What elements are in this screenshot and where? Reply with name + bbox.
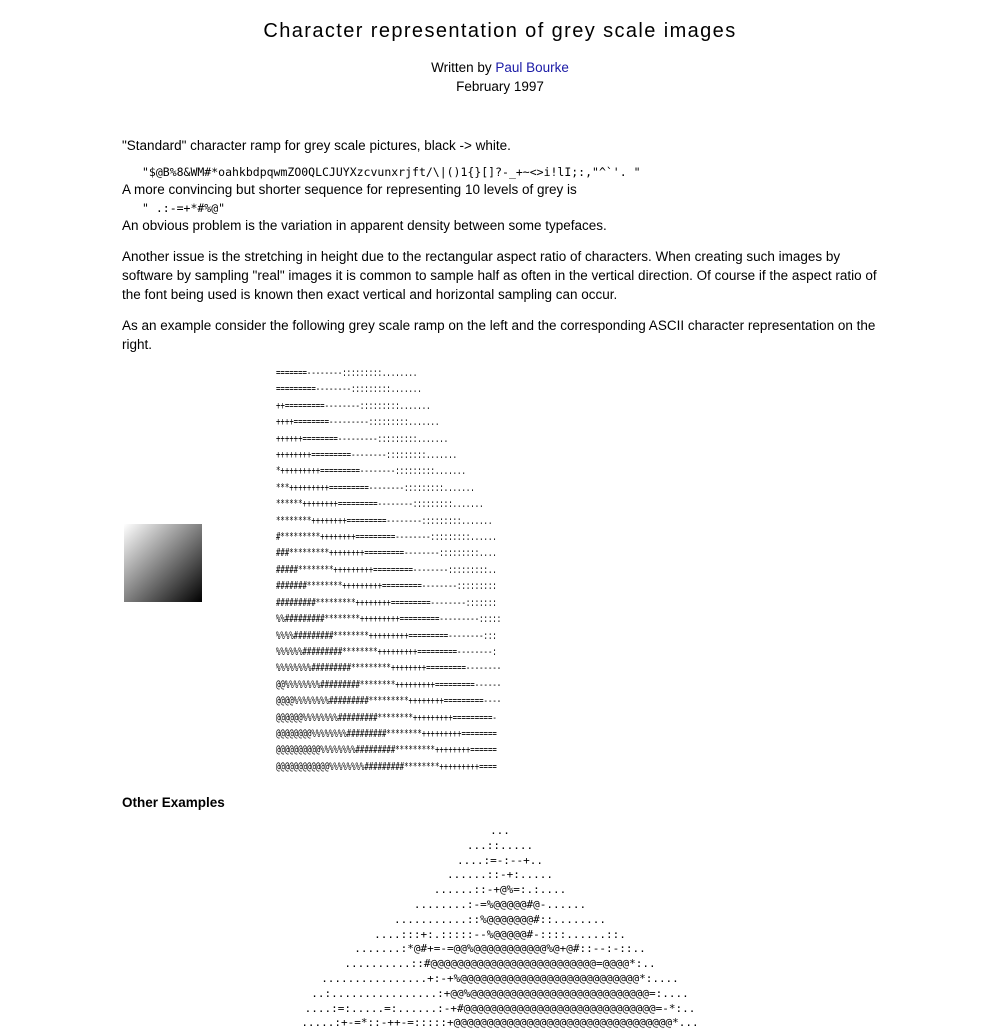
paragraph-example-intro: As an example consider the following grey scale ramp on the left and the corresponding ASCII character representation on the right. xyxy=(122,318,876,352)
byline xyxy=(0,58,1000,96)
author-link[interactable]: Paul Bourke xyxy=(495,60,569,75)
ramp-figure xyxy=(122,366,882,778)
paragraph-aspect-ratio: Another issue is the stretching in height due to the rectangular aspect ratio of characters. When creating such images by software by sampling "real" images it is common to sample half as often in the vertical direction. Of course if the aspect ratio of the font being used is known then exact vertical and horizontal sampling can occur. xyxy=(122,249,877,302)
ascii-art-example: ... ...::..... ....:=-:--+.. ......::-+:..... ......::-+@%=:.:.... ........:-=%@@@@@#@-...... ...........::%@@@@@@@#::........ ....:::+:.:::::--%@@@@@#-::::......::. .......:*@#+=-=@@%@@@@@@@@@@@%@+@#::--:-::.. ..........::#@@@@@@@@@@@@@@@@@@@@@@@@@=@@@@*:.. ................+:-+%@@@@@@@@@@@@@@@@@@@@@@@@@@@*:.... ..:................:+@@%@@@@@@@@@@@@@@@@@@@@@@@@@@@=:.... ....:=:.....=:......:-+#@@@@@@@@@@@@@@@@@@@@@@@@@@@@@=-*:.. .....:+-=*::-++-=:::::+@@@@@@@@@@@@@@@@@@@@@@@@@@@@@@@@@*... xyxy=(301,824,699,1030)
author-line xyxy=(0,58,1000,77)
paragraph-standard-ramp: "Standard" character ramp for grey scale pictures, black -> white. xyxy=(122,138,511,153)
grey-scale-ramp-image xyxy=(124,524,202,602)
publication-date: February 1997 xyxy=(456,79,544,94)
written-by-label: Written by xyxy=(431,60,492,75)
short-ramp-code: " .:-=+*#%@" xyxy=(142,201,226,215)
paragraph-short-ramp: A more convincing but shorter sequence for representing 10 levels of grey is xyxy=(122,182,577,197)
standard-ramp-code: "$@B%8&WM#*oahkbdpqwmZO0QLCJUYXzcvunxrjft/\|()1{}[]?-_+~<>i!lI;:,"^`'. " xyxy=(142,165,641,179)
article-body xyxy=(122,136,880,354)
paragraph-typeface-problem: An obvious problem is the variation in apparent density between some typefaces. xyxy=(122,218,607,233)
other-examples-heading: Other Examples xyxy=(122,795,225,810)
page-title: Character representation of grey scale images xyxy=(263,20,737,42)
ascii-ramp-representation: =======--------:::::::::........ =========--------:::::::::....... ++=========--------:::::::::....... ++++========---------:::::::::....... ++++++========---------:::::::::....... ++++++++=========--------:::::::::....... *+++++++++=========--------:::::::::....... ***+++++++++=========--------:::::::::....... ******++++++++=========--------:::::::::....... ********++++++++=========--------:::::::::....... #*********++++++++=========--------:::::::::...... ###*********++++++++=========--------:::::::::.... #####********+++++++++=========--------:::::::::.. #######********+++++++++=========--------::::::::: #########*********++++++++=========--------::::::: %%#########********+++++++++=========---------::::: %%%%#########********+++++++++=========--------::: %%%%%%#########********+++++++++=========--------: %%%%%%%%#########*********++++++++=========-------- @@%%%%%%%%#########********+++++++++=========------ @@@@%%%%%%%%#########*********++++++++=========---- @@@@@@%%%%%%%%#########********+++++++++=========- @@@@@@@@%%%%%%%%#########********+++++++++======== @@@@@@@@@@%%%%%%%%#########*********++++++++====== @@@@@@@@@@@@%%%%%%%%#########********+++++++++==== xyxy=(276,368,502,773)
